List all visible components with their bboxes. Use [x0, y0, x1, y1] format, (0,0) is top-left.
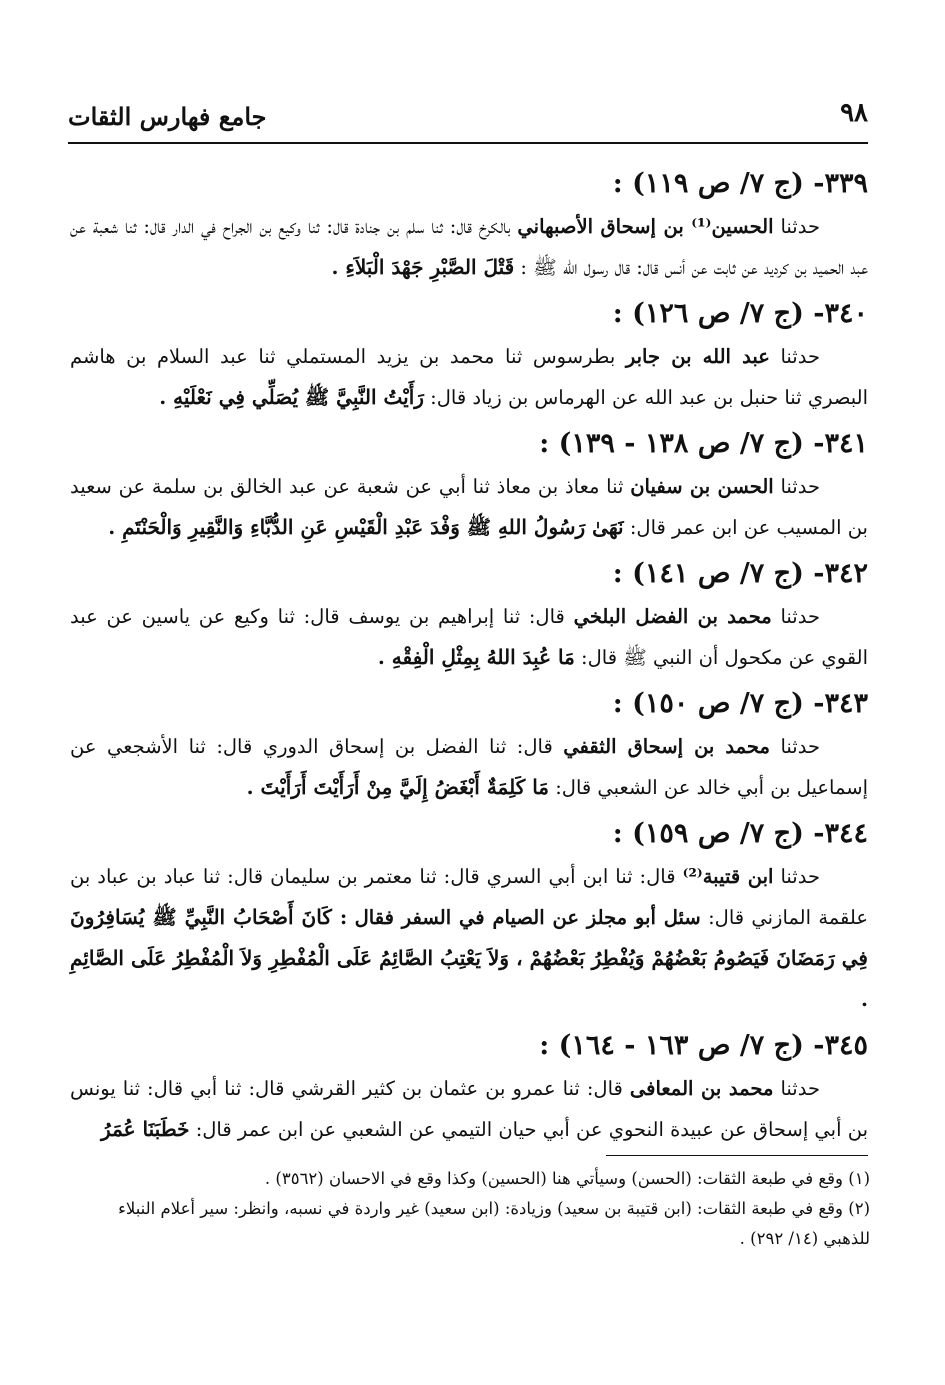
entry-340 — [70, 292, 868, 418]
entry-number: ٣٤٣ — [824, 688, 868, 719]
entry-ref: (ج ٧/ ص ١٤١) : — [612, 558, 804, 589]
footnote-1: (١) وقع في طبعة الثقات: (الحسن) وسيأتي هنا (الحسين) وكذا وقع في الاحسان (٣٥٦٢) . — [264, 1169, 870, 1188]
entry-text — [70, 1068, 868, 1150]
entry-lead: حدثنا — [780, 215, 821, 238]
narrator-name: محمد بن المعافى — [629, 1077, 774, 1100]
hadith-text: نَهَىٰ رَسُولُ اللهِ ﷺ وَفْدَ عَبْدِ الْقَيْسِ عَنِ الدُّبَّاءِ وَالنَّقِيرِ وَالْحَنْتَمِ . — [108, 515, 624, 539]
narrator-name: الحسين⁽¹⁾ بن إسحاق الأصبهاني — [517, 215, 774, 238]
isnad-text: قال: ثنا ابن أبي السري قال: ثنا معتمر بن سليمان قال: ثنا عباد بن عباد بن علقمة المازني قال: — [70, 865, 869, 929]
isnad-text: قال: ثنا الفضل بن إسحاق الدوري قال: ثنا الأشجعي عن إسماعيل بن أبي خالد عن الشعبي قال: — [70, 735, 868, 799]
entry-ref: (ج ٧/ ص ١٦٣ - ١٦٤) : — [539, 1030, 804, 1061]
entry-339 — [70, 162, 868, 288]
entry-heading: ٣٤٥- (ج ٧/ ص ١٦٣ - ١٦٤) : — [539, 1030, 868, 1061]
entry-341 — [70, 422, 868, 548]
isnad-text: قال: ثنا إبراهيم بن يوسف قال: ثنا وكيع عن ياسين عن عبد القوي عن مكحول أن النبي ﷺ قال: — [70, 605, 868, 669]
entry-lead: حدثنا — [780, 475, 821, 498]
entry-ref: (ج ٧/ ص ١٣٨ - ١٣٩) : — [539, 428, 804, 459]
question-text: سئل أبو مجلز عن الصيام في السفر فقال — [354, 906, 701, 929]
entry-345 — [70, 1024, 868, 1150]
entry-number: ٣٤٢ — [824, 558, 868, 589]
entry-heading: ٣٤١- (ج ٧/ ص ١٣٨ - ١٣٩) : — [539, 428, 868, 459]
entry-number: ٣٤٠ — [824, 298, 868, 329]
entries-body — [70, 162, 868, 1154]
footnote-2: (٢) وقع في طبعة الثقات: (ابن قتيبة بن سعيد) وزيادة: (ابن سعيد) غير واردة في نسبه، وانظر: سير أعلام النبلاء للذهبي (١٤/ ٢٩٢) . — [118, 1199, 870, 1248]
hadith-text: رَأَيْتُ النَّبِيَّ ﷺ يُصَلِّي فِي نَعْلَيْهِ . — [159, 385, 424, 409]
entry-lead: حدثنا — [780, 865, 821, 888]
hadith-text: خَطَبَنَا عُمَرُ — [101, 1117, 190, 1141]
isnad-text: بالكرخ قال: ثنا سلم بن جنادة قال: ثنا وكيع بن الجراح في الدار قال: ثنا شعبة عن عبد الحميد بن كرديد عن ثابت عن أنس قال: قال رسول الله ﷺ : — [70, 215, 868, 279]
entry-344 — [70, 812, 868, 1020]
entry-ref: (ج ٧/ ص ١٥٩) : — [612, 818, 804, 849]
entry-lead: حدثنا — [780, 345, 821, 368]
narrator-name: محمد بن الفضل البلخي — [573, 605, 772, 628]
entry-heading: ٣٤٤- (ج ٧/ ص ١٥٩) : — [612, 818, 868, 849]
hadith-text: قَتْلَ الصَّبْرِ جَهْدَ الْبَلاَءِ . — [331, 255, 515, 279]
entry-ref: (ج ٧/ ص ١٢٦) : — [612, 298, 804, 329]
entry-lead: حدثنا — [780, 735, 821, 758]
footnotes — [110, 1164, 870, 1254]
entry-343 — [70, 682, 868, 808]
narrator-name: عبد الله بن جابر — [625, 345, 770, 368]
page-header — [68, 96, 868, 144]
entry-number: ٣٤١ — [824, 428, 868, 459]
entry-heading: ٣٤٢- (ج ٧/ ص ١٤١) : — [612, 558, 868, 589]
isnad-text: ثنا معاذ بن معاذ ثنا أبي عن شعبة عن عبد الخالق بن سلمة عن سعيد بن المسيب عن ابن عمر قال: — [70, 475, 868, 539]
narrator-name: محمد بن إسحاق الثقفي — [563, 735, 770, 758]
entry-342 — [70, 552, 868, 678]
entry-number: ٣٤٤ — [824, 818, 868, 849]
isnad-text: قال: ثنا عمرو بن عثمان بن كثير القرشي قال: ثنا أبي قال: ثنا يونس بن أبي إسحاق عن عبيدة النحوي عن أبي حيان التيمي عن الشعبي عن ابن عمر قال: — [70, 1077, 868, 1141]
hadith-text: : كَانَ أَصْحَابُ النَّبِيِّ ﷺ يُسَافِرُونَ فِي رَمَضَانَ فَيَصُومُ بَعْضُهُمْ وَيُفْطِرُ بَعْضُهُمْ ، وَلاَ يَعْتِبُ الصَّائِمُ عَلَى الْمُفْطِرِ وَلاَ الْمُفْطِرُ عَلَى الصَّائِمِ . — [70, 905, 868, 1011]
entry-lead: حدثنا — [780, 1077, 821, 1100]
narrator-name: ابن قتيبة⁽²⁾ — [682, 865, 774, 888]
running-title: جامع فهارس الثقات — [68, 102, 267, 131]
entry-text — [70, 466, 868, 548]
entry-lead: حدثنا — [780, 605, 821, 628]
entry-text — [70, 856, 868, 1020]
entry-heading: ٣٤٣- (ج ٧/ ص ١٥٠) : — [612, 688, 868, 719]
entry-text — [70, 206, 868, 288]
isnad-text: بطرسوس ثنا محمد بن يزيد المستملي ثنا عبد السلام بن هاشم البصري ثنا حنبل بن عبد الله عن الهرماس بن زياد قال: — [70, 345, 868, 409]
entry-heading: ٣٣٩- (ج ٧/ ص ١١٩) : — [612, 168, 868, 199]
entry-text — [70, 336, 868, 418]
hadith-text: مَا كَلِمَةٌ أَبْغَضُ إِلَيَّ مِنْ أَرَأَيْتَ أَرَأَيْتَ . — [246, 775, 550, 799]
hadith-text: مَا عُبِدَ اللهُ بِمِثْلِ الْفِقْهِ . — [377, 645, 575, 669]
footnote-separator — [606, 1155, 868, 1156]
page-number: ٩٨ — [840, 98, 868, 128]
entry-number: ٣٤٥ — [824, 1030, 868, 1061]
entry-number: ٣٣٩ — [824, 168, 868, 199]
narrator-name: الحسن بن سفيان — [630, 475, 774, 498]
entry-text — [70, 726, 868, 808]
entry-ref: (ج ٧/ ص ١٥٠) : — [612, 688, 804, 719]
entry-heading: ٣٤٠- (ج ٧/ ص ١٢٦) : — [612, 298, 868, 329]
entry-ref: (ج ٧/ ص ١١٩) : — [612, 168, 804, 199]
entry-text — [70, 596, 868, 678]
